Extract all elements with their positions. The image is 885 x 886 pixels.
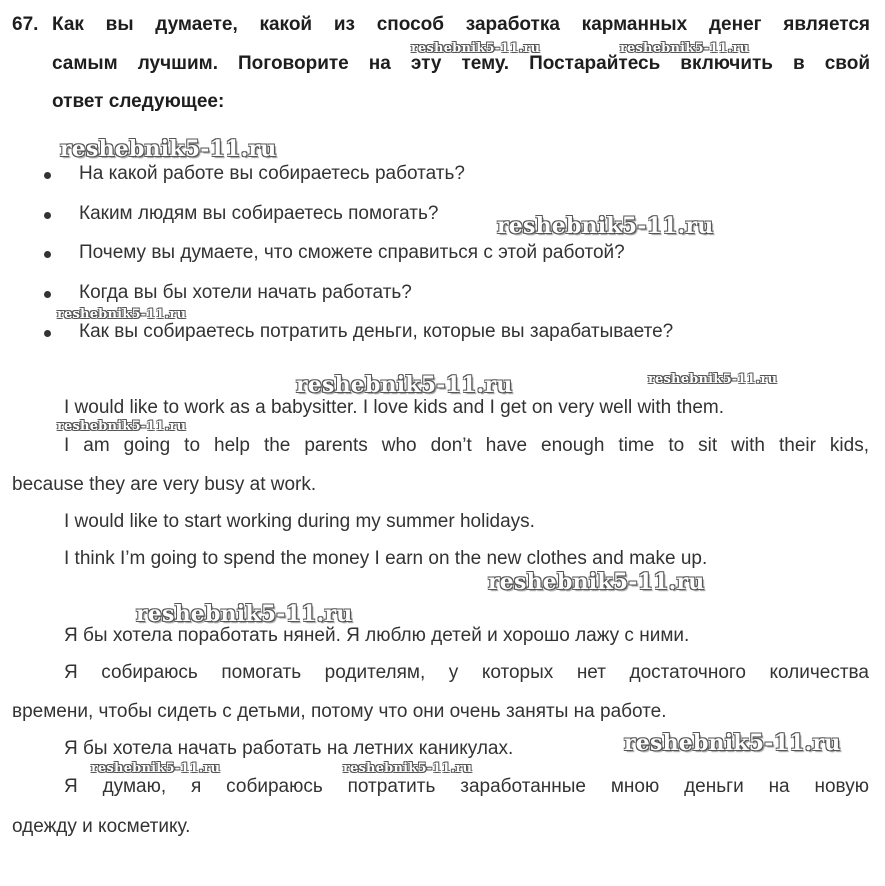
task-number: 67. xyxy=(12,14,39,35)
watermark: reshebnik5-11.ru xyxy=(60,136,277,162)
answer-ru-line: времени, чтобы сидеть с детьми, потому что они очень заняты на работе. xyxy=(12,701,667,722)
bullet-icon xyxy=(44,330,51,337)
answer-en-line: I would like to work as a babysitter. I love kids and I get on very well with them. xyxy=(64,397,725,418)
answer-ru-line: Я собираюсь помогать родителям, у которых нет достаточного количества xyxy=(64,662,869,683)
bullet-icon xyxy=(44,291,51,298)
answer-ru-line: Я бы хотела начать работать на летних каникулах. xyxy=(64,738,514,759)
watermark: reshebnik5-11.ru xyxy=(624,730,841,756)
watermark: reshebnik5-11.ru xyxy=(57,419,187,434)
watermark: reshebnik5-11.ru xyxy=(497,213,714,239)
answer-ru-line: Я думаю, я собираюсь потратить заработанные мною деньги на новую xyxy=(64,776,869,797)
watermark: reshebnik5-11.ru xyxy=(57,307,187,322)
bullet-icon xyxy=(44,251,51,258)
watermark: reshebnik5-11.ru xyxy=(620,41,750,56)
page: 67. Как вы думаете, какой из способ заработка карманных денег является самым лучшим. Поговорите на эту тему. Постарайтесь включить в свой ответ следующее: На какой работе вы собираетесь работать? Каким людям вы собираетесь помогать? Почему вы думаете, что сможете справиться с этой работой? Когда вы бы хотели начать работать? Как вы собираетесь потратить деньги, которые вы зарабатываете? I would like to work as a babysitter. I love kids and I get on very well with them. I am going to help the parents who don’t have enough time to sit with their kids, because they are very busy at work. I would like to start working during my summer holidays. I think I’m going to spend the money I earn on the new clothes and make up. Я бы хотела поработать няней. Я люблю детей и хорошо лажу с ними. Я собираюсь помогать родителям, у которых нет достаточного количества времени, чтобы сидеть с детьми, потому что они очень заняты на работе. Я бы хотела начать работать на летних каникулах. Я думаю, я собираюсь потратить заработанные мною деньги на новую одежду и косметику. reshebnik5-11.ru reshebnik5-11.ru reshebnik5-11.ru reshebnik5-11.ru reshebnik5-11.ru reshebnik5-11.ru reshebnik5-11.ru reshebnik5-11.ru reshebnik5-11.ru reshebnik5-11.ru reshebnik5-11.ru reshebnik5-11.ru reshebnik5-11.ru xyxy=(0,0,885,886)
answer-ru-line: Я бы хотела поработать няней. Я люблю детей и хорошо лажу с ними. xyxy=(64,625,690,646)
answer-en-line: because they are very busy at work. xyxy=(12,474,317,495)
watermark: reshebnik5-11.ru xyxy=(488,569,705,595)
task-line: самым лучшим. Поговорите на эту тему. Постарайтесь включить в свой xyxy=(52,52,870,74)
watermark: reshebnik5-11.ru xyxy=(91,761,221,776)
answer-en-line: I am going to help the parents who don’t have enough time to sit with their kids, xyxy=(64,435,869,456)
bullet-icon xyxy=(44,212,51,219)
watermark: reshebnik5-11.ru xyxy=(136,601,353,627)
answer-ru-line: одежду и косметику. xyxy=(12,816,191,837)
watermark: reshebnik5-11.ru xyxy=(343,761,473,776)
bullet-icon xyxy=(44,172,51,179)
task-line: Как вы думаете, какой из способ заработка карманных денег является xyxy=(52,14,870,35)
answer-en-line: I would like to start working during my summer holidays. xyxy=(64,511,535,532)
watermark: reshebnik5-11.ru xyxy=(296,372,513,398)
answer-en-line: I think I’m going to spend the money I earn on the new clothes and make up. xyxy=(64,548,708,569)
watermark: reshebnik5-11.ru xyxy=(648,372,778,387)
task-line: ответ следующее: xyxy=(52,91,225,112)
watermark: reshebnik5-11.ru xyxy=(411,41,541,56)
